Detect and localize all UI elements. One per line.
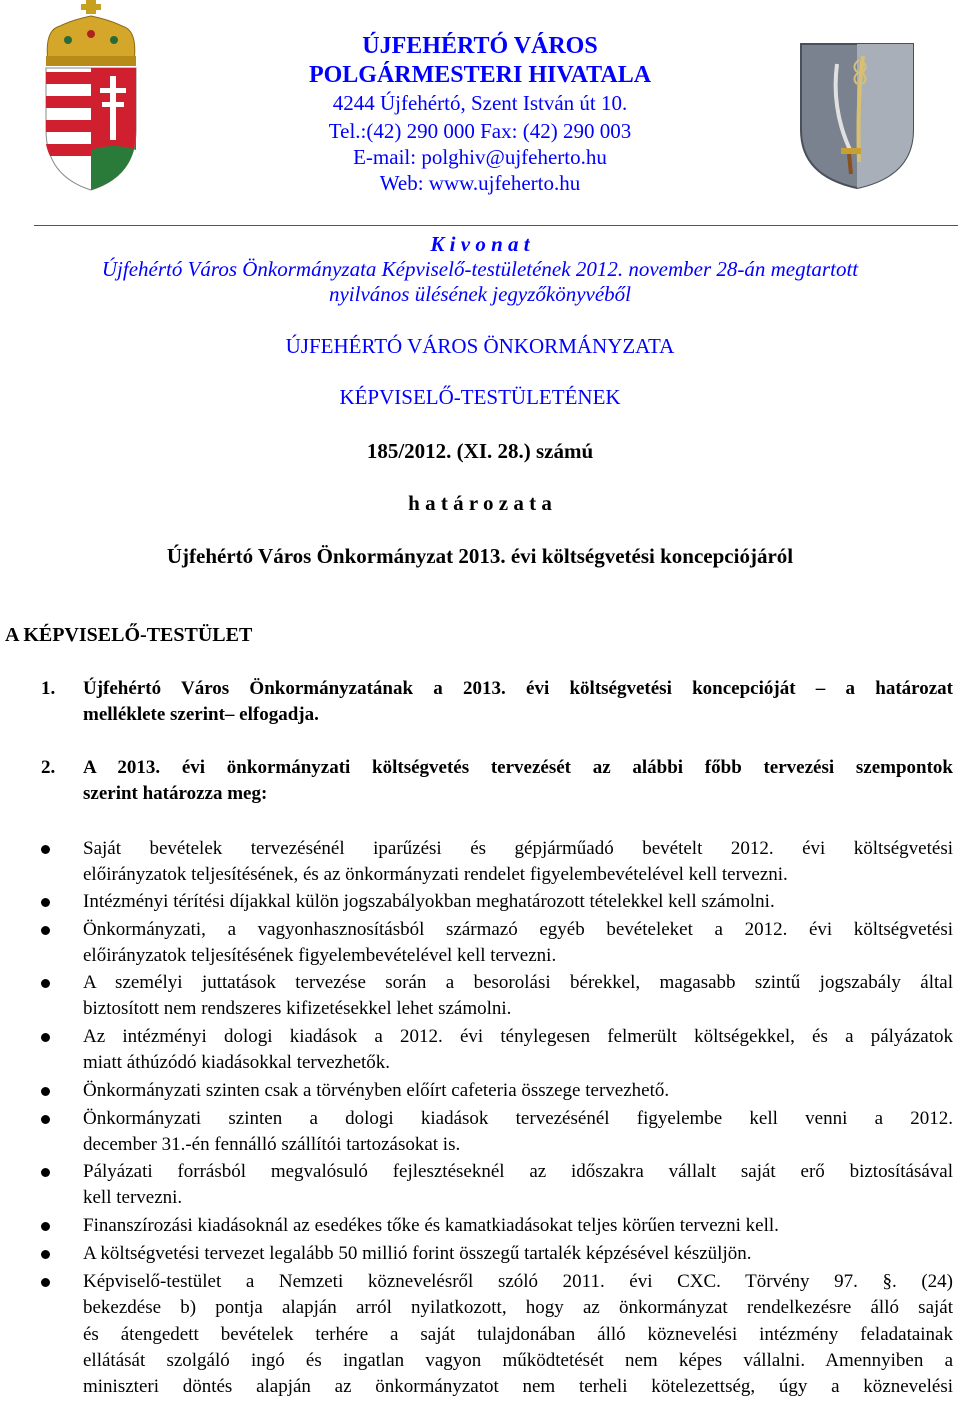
bullet-item-line: Önkormányzati, a vagyonhasznosításból származó egyéb bevételeket a 2012. évi költségvetési bbox=[83, 919, 953, 940]
bullet-marker bbox=[41, 1087, 50, 1096]
bullet-marker bbox=[41, 1250, 50, 1259]
bullet-item-line: Pályázati forrásból megvalósuló fejlesztéseknél az időszakra vállalt saját erő biztosításával bbox=[83, 1161, 953, 1182]
bullet-marker bbox=[41, 898, 50, 907]
bullet-item-line: miatt áthúzódó kiadásokkal tervezhetők. bbox=[83, 1052, 391, 1073]
bullet-item-line: kell tervezni. bbox=[83, 1187, 183, 1208]
bullet-marker bbox=[41, 1115, 50, 1124]
bullet-item-line: Saját bevételek tervezésénél iparűzési és gépjárműadó bevételt 2012. évi költségvetési bbox=[83, 838, 953, 859]
item-1-number: 1. bbox=[41, 678, 56, 699]
bullet-item-line: és átengedett bevételek terhére a saját tulajdonában álló köznevelési intézmény feladatainak bbox=[83, 1324, 953, 1345]
bullet-item-line: A személyi juttatások tervezése során a besorolási bérekkel, magasabb szintű jogszabály által bbox=[83, 972, 953, 993]
resolution-word: h a t á r o z a t a bbox=[408, 491, 552, 515]
bullet-item-line: Az intézményi dologi kiadások a 2012. évi ténylegesen felmerült költségekkel, és a pályázatok bbox=[83, 1026, 953, 1047]
bullet-marker bbox=[41, 926, 50, 935]
bullet-marker bbox=[41, 1222, 50, 1231]
item-2-line2: szerint határozza meg: bbox=[83, 783, 268, 804]
office-phone-fax: Tel.:(42) 290 000 Fax: (42) 290 003 bbox=[328, 119, 632, 143]
item-2-number: 2. bbox=[41, 757, 56, 778]
bullet-item-line: ellátását szolgáló ingó és ingatlan vagyon működtetését nem képes vállalni. Amennyiben a bbox=[83, 1350, 953, 1371]
office-email: E-mail: polghiv@ujfeherto.hu bbox=[353, 145, 607, 169]
bullet-item-line: Finanszírozási kiadásoknál az esedékes tőke és kamatkiadásokat teljes körűen tervezni kell. bbox=[83, 1215, 779, 1236]
office-web: Web: www.ujfeherto.hu bbox=[379, 171, 581, 195]
resolution-body-line1: ÚJFEHÉRTÓ VÁROS ÖNKORMÁNYZATA bbox=[285, 334, 675, 358]
bullet-item-line: előirányzatok teljesítésének, és az önkormányzati rendelet figyelembevételével kell tervezni. bbox=[83, 864, 788, 885]
bullet-item-line: december 31.-én fennálló szállítói tartozásokat is. bbox=[83, 1134, 461, 1155]
bullet-marker bbox=[41, 1168, 50, 1177]
bullet-item-line: biztosított nem rendszeres kifizetésekkel lehet számolni. bbox=[83, 998, 512, 1019]
bullet-marker bbox=[41, 1278, 50, 1287]
item-1-line1: Újfehértó Város Önkormányzatának a 2013. évi költségvetési koncepcióját – a határozat bbox=[83, 678, 953, 699]
bullet-item-line: Intézményi térítési díjakkal külön jogszabályokban meghatározott tételekkel kell számolni. bbox=[83, 891, 775, 912]
header-divider bbox=[34, 225, 958, 226]
item-2-line1: A 2013. évi önkormányzati költségvetés tervezését az alábbi főbb tervezési szempontok bbox=[83, 757, 953, 778]
bullet-item-line: bekezdése b) pontja alapján arról nyilatkozott, hogy az önkormányzat rendelkezésre álló saját bbox=[83, 1297, 953, 1318]
bullet-item-line: előirányzatok teljesítésének figyelembevételével kell tervezni. bbox=[83, 945, 557, 966]
bullet-item-line: miniszteri döntés alapján az önkormányzatot nem terheli kötelezettség, úgy a köznevelési bbox=[83, 1376, 953, 1397]
extract-label: K i v o n a t bbox=[430, 232, 530, 256]
assembly-heading: A KÉPVISELŐ-TESTÜLET bbox=[5, 624, 253, 646]
extract-line1: Újfehértó Város Önkormányzata Képviselő-testületének 2012. november 28-án megtartott bbox=[101, 257, 859, 281]
resolution-number: 185/2012. (XI. 28.) számú bbox=[366, 439, 594, 463]
bullet-item-line: Önkormányzati szinten a dologi kiadások tervezésénél figyelembe kell venni a 2012. bbox=[83, 1108, 953, 1129]
bullet-marker bbox=[41, 845, 50, 854]
bullet-item-line: A költségvetési tervezet legalább 50 millió forint összegű tartalék képzésével készüljön. bbox=[83, 1243, 752, 1264]
bullet-marker bbox=[41, 979, 50, 988]
bullet-item-line: Képviselő-testület a Nemzeti köznevelésről szóló 2011. évi CXC. Törvény 97. §. (24) bbox=[83, 1271, 953, 1292]
bullet-item-line: Önkormányzati szinten csak a törvényben előírt cafeteria összege tervezhető. bbox=[83, 1080, 670, 1101]
resolution-subject: Újfehértó Város Önkormányzat 2013. évi költségvetési koncepciójáról bbox=[166, 544, 794, 568]
resolution-body-line2: KÉPVISELŐ-TESTÜLETÉNEK bbox=[339, 385, 621, 409]
office-name-line2: POLGÁRMESTERI HIVATALA bbox=[308, 62, 652, 88]
office-name-line1: ÚJFEHÉRTÓ VÁROS bbox=[362, 33, 598, 59]
bullet-marker bbox=[41, 1033, 50, 1042]
extract-line2: nyilvános ülésének jegyzőkönyvéből bbox=[328, 282, 632, 306]
item-1-line2: melléklete szerint– elfogadja. bbox=[83, 704, 319, 725]
office-address: 4244 Újfehértó, Szent István út 10. bbox=[332, 91, 628, 115]
